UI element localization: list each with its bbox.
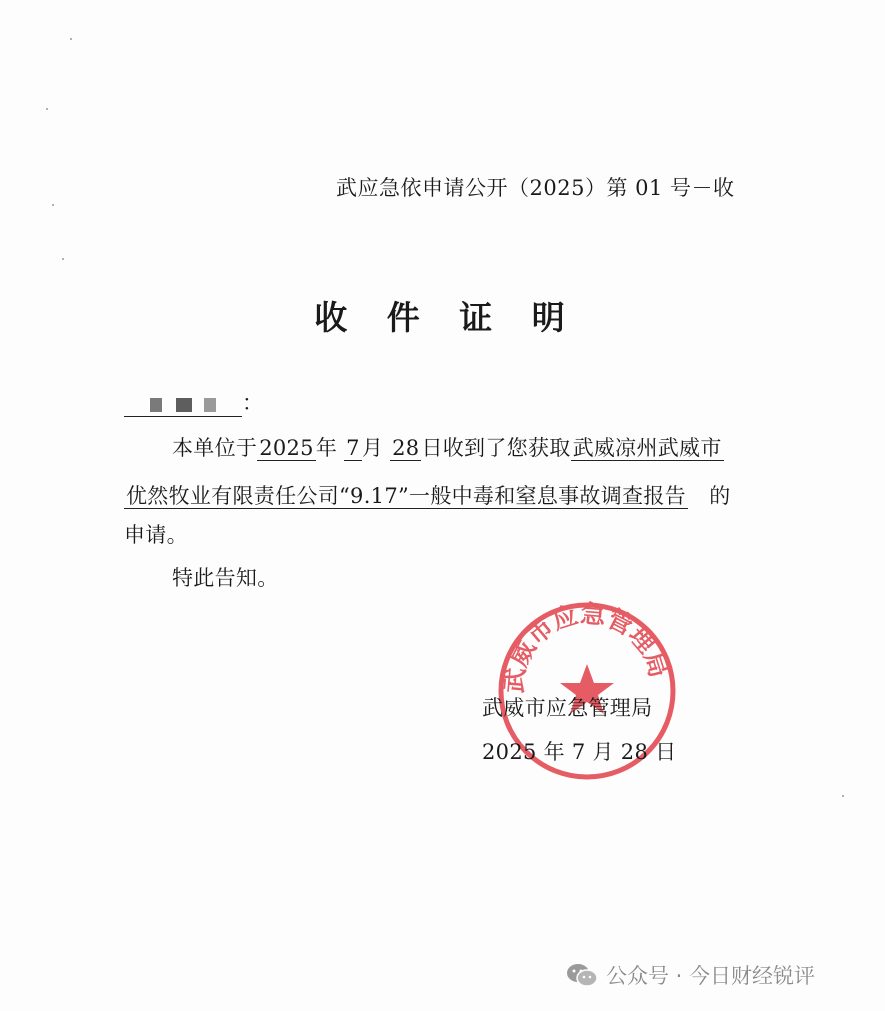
scan-speck — [46, 108, 48, 110]
body-text: 本单位于 — [172, 436, 258, 460]
body-line-3: 申请。 — [124, 523, 188, 547]
received-day: 28 — [392, 436, 420, 460]
closing-text: 特此告知。 — [172, 566, 279, 590]
wechat-icon — [566, 962, 598, 988]
seal-text: 武威市应急管理局 — [499, 598, 674, 695]
watermark-text: 公众号 · 今日财经锐评 — [606, 964, 816, 988]
wechat-watermark — [566, 960, 815, 990]
document-number: 武应急依申请公开（2025）第 01 号－收 — [336, 176, 735, 200]
body-text: 的 — [709, 484, 731, 508]
redaction-block — [204, 398, 216, 412]
scan-speck — [842, 795, 844, 797]
request-subject: 武威凉州武威市 — [572, 436, 722, 460]
sender-organization: 武威市应急管理局 — [482, 696, 653, 720]
recipient-colon: ： — [242, 391, 263, 415]
scan-speck — [52, 204, 54, 206]
redacted-recipient-name — [124, 390, 242, 417]
redaction-block — [150, 398, 162, 412]
body-text: 年 — [315, 436, 338, 460]
document-title: 收 件 证 明 — [314, 298, 579, 337]
body-text: 月 — [361, 436, 384, 460]
scan-speck — [70, 38, 72, 40]
document-date: 2025 年 7 月 28 日 — [482, 740, 677, 764]
body-text: 日收到了您获取 — [421, 436, 571, 460]
request-subject: 优然牧业有限责任公司“9.17”一般中毒和窒息事故调查报告 — [126, 484, 686, 508]
redaction-block — [176, 398, 192, 412]
body-line-2 — [124, 480, 731, 510]
body-line-1 — [172, 432, 724, 462]
recipient-line — [124, 387, 263, 417]
scan-speck — [62, 258, 64, 260]
received-month: 7 — [346, 436, 360, 460]
received-year: 2025 — [259, 436, 314, 460]
